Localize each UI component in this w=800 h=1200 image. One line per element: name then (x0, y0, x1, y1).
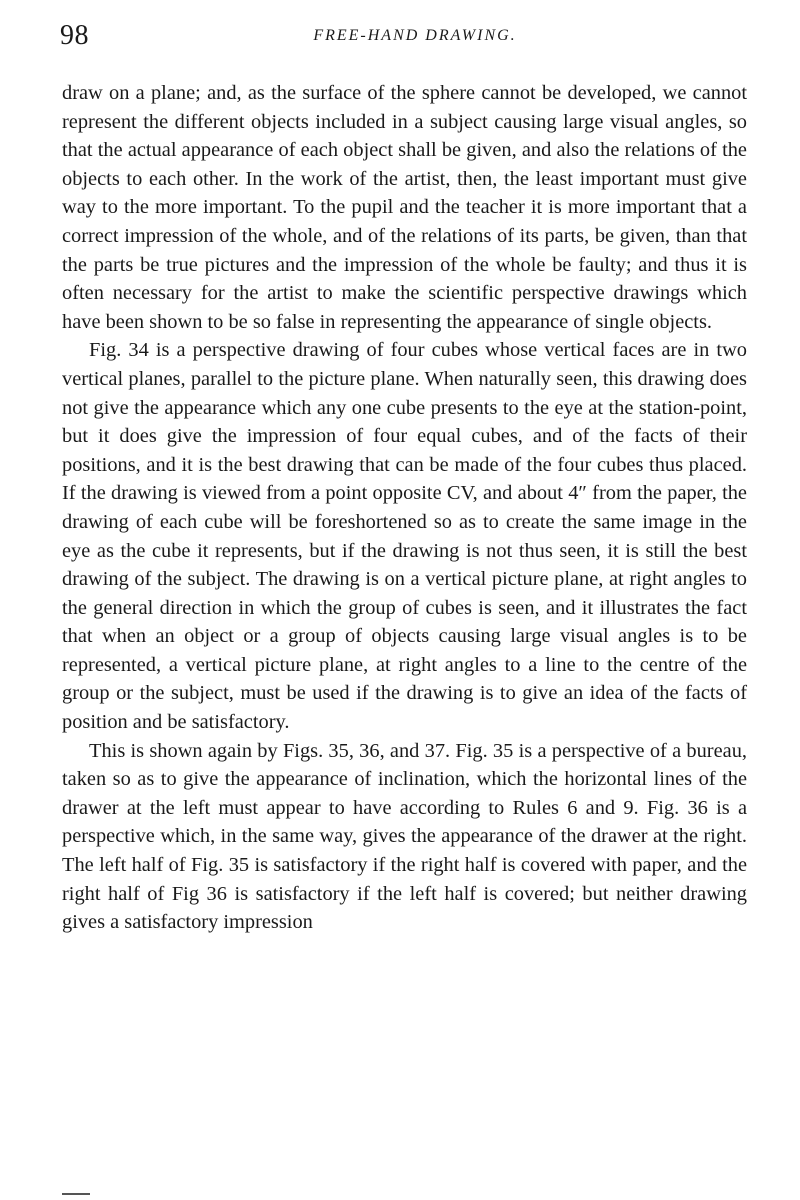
paragraph-figs-35-37: This is shown again by Figs. 35, 36, and 37. Fig. 35 is a perspective of a bureau, taken so as to give the appearance of inclination, which the horizontal lines of the drawer at the left must appear to have according to Rules 6 and 9. Fig. 36 is a perspective which, in the same way, gives the appearance of the drawer at the right. The left half of Fig. 35 is satisfactory if the right half is covered with paper, and the right half of Fig 36 is satisfactory if the left half is covered; but neither drawing gives a satisfactory impression (62, 739, 747, 934)
page-number: 98 (60, 20, 89, 51)
running-title: FREE-HAND DRAWING. (313, 27, 517, 44)
printer-mark (62, 1193, 90, 1195)
paragraph-continuation: draw on a plane; and, as the surface of the sphere cannot be developed, we cannot represent the different objects included in a subject causing large visual angles, so that the actual appearance of each object shall be given, and also the relations of the objects to each other. In the work of the artist, then, the least important must give way to the more important. To the pupil and the teacher it is more important that a correct impression of the whole, and of the relations of its parts, be given, than that the parts be true pictures and the impression of the whole be faulty; and thus it is often necessary for the artist to make the scientific perspective drawings which have been shown to be so false in representing the appearance of single objects. (62, 82, 747, 333)
body-text (62, 79, 747, 937)
paragraph-fig-34: Fig. 34 is a perspective drawing of four cubes whose vertical faces are in two vertical planes, parallel to the picture plane. When naturally seen, this drawing does not give the appearance which any one cube presents to the eye at the station-point, but it does give the impression of four equal cubes, and of the facts of their positions, and it is the best drawing that can be made of the four cubes thus placed. If the drawing is viewed from a point opposite CV, and about 4″ from the paper, the drawing of each cube will be foreshortened so as to create the same image in the eye as the cube it represents, but if the drawing is not thus seen, it is still the best drawing of the subject. The drawing is on a vertical picture plane, at right angles to the general direction in which the group of cubes is seen, and it illustrates the fact that when an object or a group of objects causing large visual angles is to be represented, a vertical picture plane, at right angles to a line to the centre of the group or the subject, must be used if the drawing is to give an idea of the facts of position and be satisfactory. (62, 339, 747, 734)
